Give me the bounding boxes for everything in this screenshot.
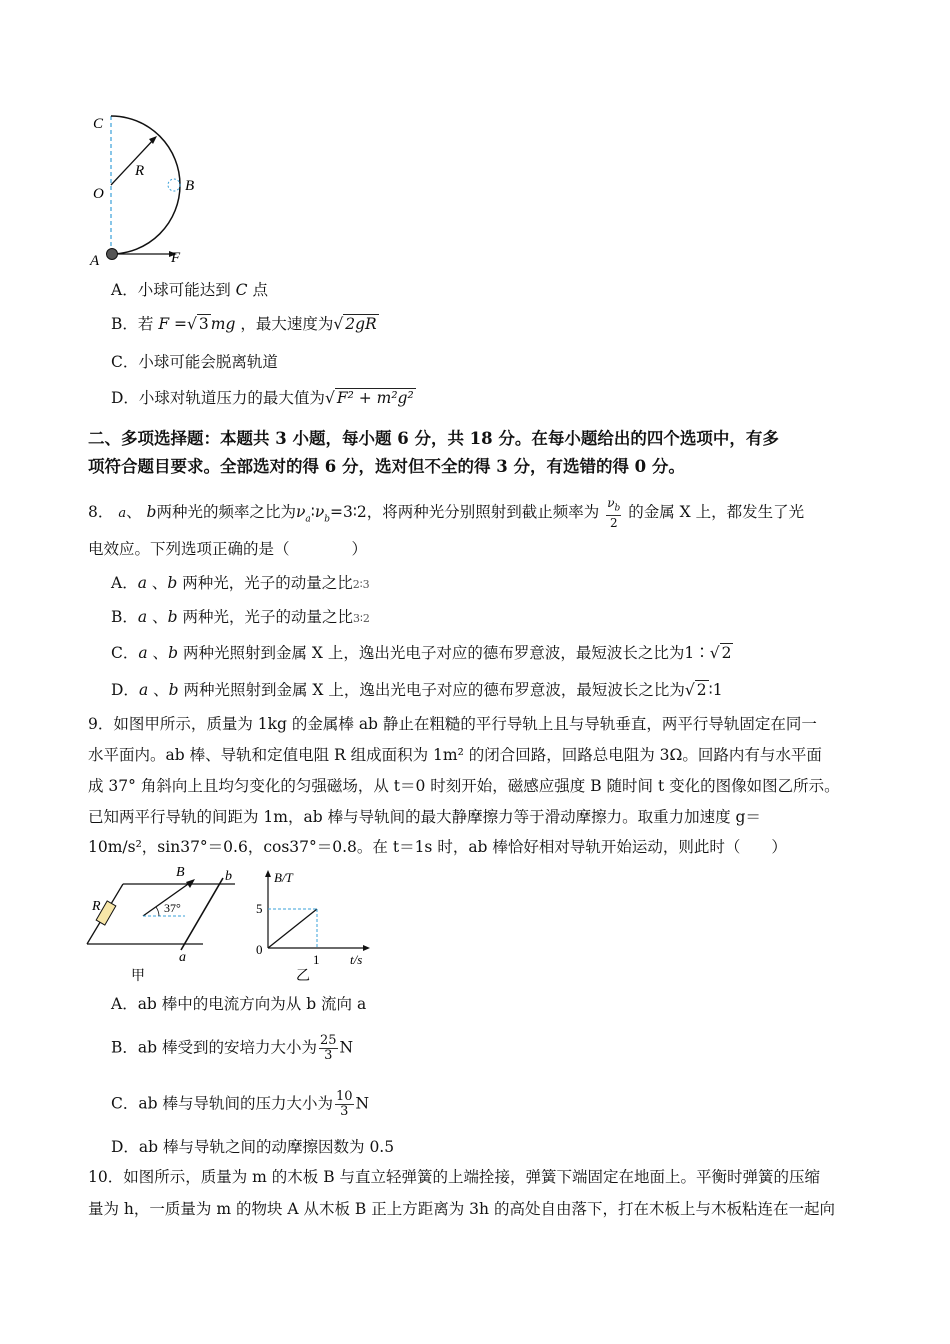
svg-text:0: 0	[256, 942, 263, 957]
svg-text:t/s: t/s	[350, 952, 363, 967]
q7-option-a[interactable]: A．小球可能达到 C 点	[111, 281, 268, 299]
q9-stem-line5: 10m/s²，sin37°＝0.6，cos37°＝0.8。在 t＝1s 时，ab 棒恰好相对导轨开始运动，则此时（ ）	[88, 838, 787, 856]
b-t-graph	[250, 864, 380, 984]
q9-option-b[interactable]: B．ab 棒受到的安培力大小为 $\frac{25}{3}$ N	[111, 1033, 354, 1063]
section2-heading-line1: 二、多项选择题：本题共 3 小题，每小题 6 分，共 18 分。在每小题给出的四个选项中，有多	[88, 429, 779, 448]
q8-option-a[interactable]: A．a 、b 两种光，光子的动量之比2∶3	[111, 574, 370, 592]
ball-icon	[107, 249, 118, 260]
ball-at-b-icon	[168, 179, 180, 191]
semicircle-track	[111, 116, 180, 254]
caption-yi: 乙	[296, 969, 310, 984]
q8-fraction: $\frac{\nu_b}{2}$	[607, 496, 621, 531]
svg-text:B: B	[176, 865, 185, 880]
q8-stem-line1: 8． a、 b两种光的频率之比为$\nu_a∶\nu_b=3∶2$，将两种光分别照射到截止频率为 $\frac{\nu_b}{2}$ 的金属 X 上，都发生了光	[88, 496, 805, 531]
q7-option-c[interactable]: C．小球可能会脱离轨道	[111, 353, 278, 371]
svg-text:b: b	[225, 869, 232, 884]
label-o: O	[93, 186, 104, 202]
label-c: C	[93, 116, 104, 132]
q7-option-b[interactable]: B．若 F =√ 3 mg ，最大速度为√ 2gR	[111, 315, 377, 333]
rod-ab	[181, 878, 223, 950]
q9-stem-line4: 已知两平行导轨的间距为 1m，ab 棒与导轨间的最大静摩擦力等于滑动摩擦力。取重力加速度 g＝	[88, 808, 761, 826]
label-r: R	[135, 163, 145, 179]
q8-option-b[interactable]: B．a 、b 两种光，光子的动量之比3∶2	[111, 608, 370, 626]
q8-option-c[interactable]: C．a 、b 两种光照射到金属 X 上，逸出光电子对应的德布罗意波，最短波长之比为1∶√ 2	[111, 644, 732, 662]
svg-text:37°: 37°	[164, 901, 181, 915]
q8-stem-line2: 电效应。下列选项正确的是（ ）	[88, 540, 368, 558]
svg-text:a: a	[179, 950, 186, 965]
caption-jia: 甲	[131, 969, 145, 984]
svg-text:5: 5	[256, 901, 263, 916]
graph-line	[268, 909, 317, 948]
q9-stem-line2: 水平面内。ab 棒、导轨和定值电阻 R 组成面积为 1m² 的闭合回路，回路总电阻为 3Ω。回路内有与水平面	[88, 746, 822, 764]
label-a: A	[90, 253, 100, 269]
q7-option-d[interactable]: D．小球对轨道压力的最大值为√ F² + m²g²	[111, 389, 414, 407]
q9-option-d[interactable]: D．ab 棒与导轨之间的动摩擦因数为 0.5	[111, 1138, 395, 1156]
svg-text:B/T: B/T	[274, 870, 293, 885]
track-figure	[85, 108, 215, 273]
rails-figure	[85, 862, 245, 987]
svg-text:R: R	[92, 899, 101, 914]
q9-option-c[interactable]: C．ab 棒与导轨间的压力大小为 $\frac{10}{3}$ N	[111, 1089, 370, 1119]
svg-text:1: 1	[313, 952, 320, 967]
label-f: F	[171, 250, 181, 266]
q10-stem-line2: 量为 h，一质量为 m 的物块 A 从木板 B 正上方距离为 3h 的高处自由落下，打在木板上与木板粘连在一起向	[88, 1200, 835, 1218]
label-b: B	[185, 178, 195, 194]
radius-arrow	[111, 138, 155, 185]
q10-stem-line1: 10．如图所示，质量为 m 的木板 B 与直立轻弹簧的上端拴接，弹簧下端固定在地面上。平衡时弹簧的压缩	[88, 1168, 821, 1186]
q9-stem-line3: 成 37° 角斜向上且均匀变化的匀强磁场，从 t＝0 时刻开始，磁感应强度 B 随时间 t 变化的图像如图乙所示。	[88, 777, 840, 795]
q9-stem-line1: 9．如图甲所示，质量为 1kg 的金属棒 ab 静止在粗糙的平行导轨上且与导轨垂直，两平行导轨固定在同一	[88, 715, 817, 733]
q9-option-a[interactable]: A．ab 棒中的电流方向为从 b 流向 a	[111, 995, 367, 1013]
q8-option-d[interactable]: D．a 、b 两种光照射到金属 X 上，逸出光电子对应的德布罗意波，最短波长之比为√ 2 ∶1	[111, 681, 723, 699]
section2-heading-line2: 项符合题目要求。全部选对的得 6 分，选对但不全的得 3 分，有选错的得 0 分。	[88, 457, 685, 476]
